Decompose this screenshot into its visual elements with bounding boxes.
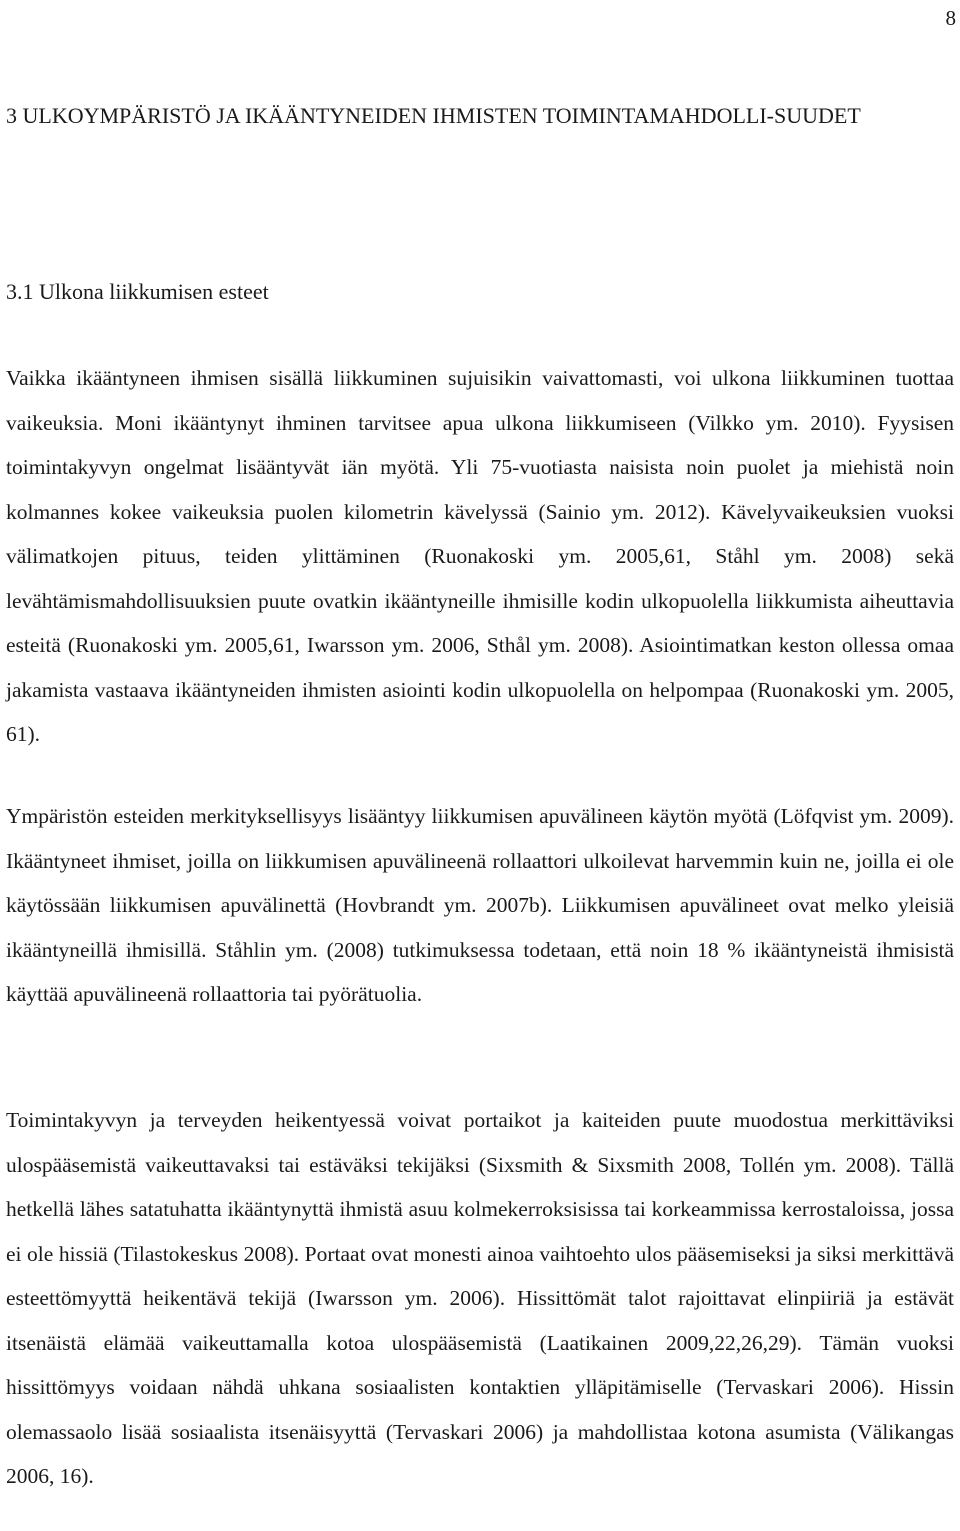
paragraph-stairs-and-elevators: Toimintakyvyn ja terveyden heikentyessä voivat portaikot ja kaiteiden puute muodostua merkittäviksi ulospääsemistä vaikeuttavaksi tai estäväksi tekijäksi (Sixsmith & Sixsmith 2008, Tollén ym. 2008). Tällä hetkellä lähes satatuhatta ikääntynyttä ihmistä asuu kolmekerroksisissa tai korkeammissa kerrostaloissa, jossa ei ole hissiä (Tilastokeskus 2008). Portaat ovat monesti ainoa vaihtoehto ulos pääsemiseksi ja siksi merkittävä esteettömyyttä heikentävä tekijä (Iwarsson ym. 2006). Hissittömät talot rajoittavat elinpiiriä ja estävät itsenäistä elämää vaikeuttamalla kotoa ulospääsemistä (Laatikainen 2009,22,26,29). Tämän vuoksi hissittömyys voidaan nähdä uhkana sosiaalisten kontaktien ylläpitämiselle (Tervaskari 2006). Hissin olemassaolo lisää sosiaalista itsenäisyyttä (Tervaskari 2006) ja mahdollistaa kotona asumista (Välikangas 2006, 16). xyxy=(6,1108,954,1488)
paragraph-outdoor-mobility: Vaikka ikääntyneen ihmisen sisällä liikkuminen sujuisikin vaivattomasti, voi ulkona liikkuminen tuottaa vaikeuksia. Moni ikääntynyt ihminen tarvitsee apua ulkona liikkumiseen (Vilkko ym. 2010). Fyysisen toimintakyvyn ongelmat lisääntyvät iän myötä. Yli 75-vuotiasta naisista noin puolet ja miehistä noin kolmannes kokee vaikeuksia puolen kilometrin kävelyssä (Sainio ym. 2012). Kävelyvaikeuksien vuoksi välimatkojen pituus, teiden ylittäminen (Ruonakoski ym. 2005,61, Ståhl ym. 2008) sekä levähtämismahdollisuuksien puute ovatkin ikääntyneille ihmisille kodin ulkopuolella liikkumista aiheuttavia esteitä (Ruonakoski ym. 2005,61, Iwarsson ym. 2006, Sthål ym. 2008). Asiointimatkan keston ollessa omaa jakamista vastaava ikääntyneiden ihmisten asiointi kodin ulkopuolella on helpompaa (Ruonakoski ym. 2005, 61). xyxy=(6,366,954,746)
chapter-heading: 3 ULKOYMPÄRISTÖ JA IKÄÄNTYNEIDEN IHMISTEN TOIMINTAMAHDOLLI-SUUDET xyxy=(6,103,861,128)
section-heading: 3.1 Ulkona liikkumisen esteet xyxy=(6,279,269,304)
page-number: 8 xyxy=(945,6,956,30)
paragraph-mobility-aids: Ympäristön esteiden merkityksellisyys lisääntyy liikkumisen apuvälineen käytön myötä (Löfqvist ym. 2009). Ikääntyneet ihmiset, joilla on liikkumisen apuvälineenä rollaattori ulkoilevat harvemmin kuin ne, joilla ei ole käytössään liikkumisen apuvälinettä (Hovbrandt ym. 2007b). Liikkumisen apuvälineet ovat melko yleisiä ikääntyneillä ihmisillä. Ståhlin ym. (2008) tutkimuksessa todetaan, että noin 18 % ikääntyneistä ihmisistä käyttää apuvälineenä rollaattoria tai pyörätuolia. xyxy=(6,804,954,1006)
